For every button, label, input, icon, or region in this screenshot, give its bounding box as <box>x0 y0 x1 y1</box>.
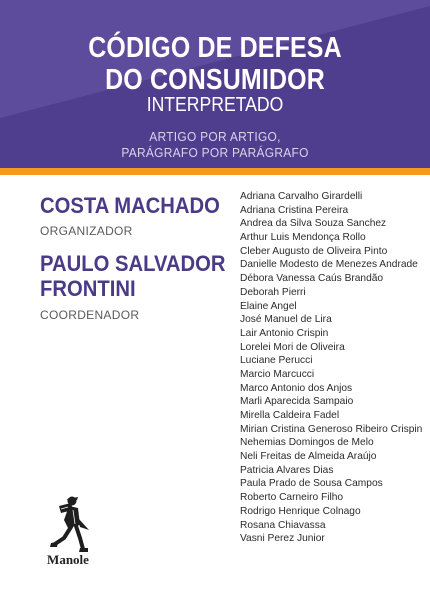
contributor-name: Débora Vanessa Caús Brandão <box>240 273 384 285</box>
accent-divider <box>0 168 430 175</box>
contributor-name: Deborah Pierri <box>240 286 306 298</box>
contributor-name: Luciane Perucci <box>240 355 313 367</box>
contributor-name: Arthur Luis Mendonça Rollo <box>240 232 366 244</box>
running-man-with-book-icon <box>42 494 94 554</box>
book-title-line-2: DO CONSUMIDOR <box>105 64 325 96</box>
organizer-role: ORGANIZADOR <box>40 224 133 238</box>
tagline-line-1: ARTIGO POR ARTIGO, <box>149 129 281 144</box>
contributor-name: Marco Antonio dos Anjos <box>240 382 353 394</box>
contributor-name: Cleber Augusto de Oliveira Pinto <box>240 245 388 257</box>
contributor-name: Marli Aparecida Sampaio <box>240 396 354 408</box>
contributor-name: Lair Antonio Crispin <box>240 327 329 339</box>
coordinator-role: COORDENADOR <box>40 308 140 322</box>
tagline-line-2: PARÁGRAFO POR PARÁGRAFO <box>121 145 309 160</box>
coordinator-name-line-1: PAULO SALVADOR <box>40 251 226 276</box>
book-title-line-1: CÓDIGO DE DEFESA <box>88 32 342 64</box>
contributor-name: Mirella Caldeira Fadel <box>240 410 340 421</box>
contributor-name: Paula Prado de Sousa Campos <box>240 478 383 490</box>
book-subtitle: INTERPRETADO <box>146 94 284 116</box>
contributor-name: Marcio Marcucci <box>240 368 315 380</box>
publisher-name: Manole <box>47 552 89 567</box>
organizer-name: COSTA MACHADO <box>40 193 220 218</box>
cover-header <box>0 0 430 168</box>
contributor-name: Neli Freitas de Almeida Araújo <box>240 451 377 463</box>
contributor-name: Elaine Angel <box>240 300 297 312</box>
coordinator-name-line-2: FRONTINI <box>40 276 136 301</box>
contributor-name: Mirian Cristina Generoso Ribeiro Crispin <box>240 423 423 435</box>
contributor-name: Danielle Modesto de Menezes Andrade <box>240 259 418 271</box>
contributor-name: Andrea da Silva Souza Sanchez <box>240 218 387 230</box>
publisher-logo <box>40 494 96 574</box>
contributor-name: José Manuel de Lira <box>240 314 332 326</box>
contributor-name: Nehemias Domingos de Melo <box>240 437 374 449</box>
contributor-name: Adriana Cristina Pereira <box>240 204 349 216</box>
contributor-name: Rosana Chiavassa <box>240 519 326 531</box>
contributor-name: Adriana Carvalho Girardelli <box>240 191 363 202</box>
contributor-list <box>240 190 422 546</box>
contributor-name: Roberto Carneiro Filho <box>240 492 344 504</box>
contributor-name: Lorelei Mori de Oliveira <box>240 341 345 353</box>
contributor-name: Vasni Perez Junior <box>240 533 325 545</box>
contributor-name: Rodrigo Henrique Colnago <box>240 505 361 517</box>
contributor-name: Patricia Alvares Dias <box>240 464 334 476</box>
